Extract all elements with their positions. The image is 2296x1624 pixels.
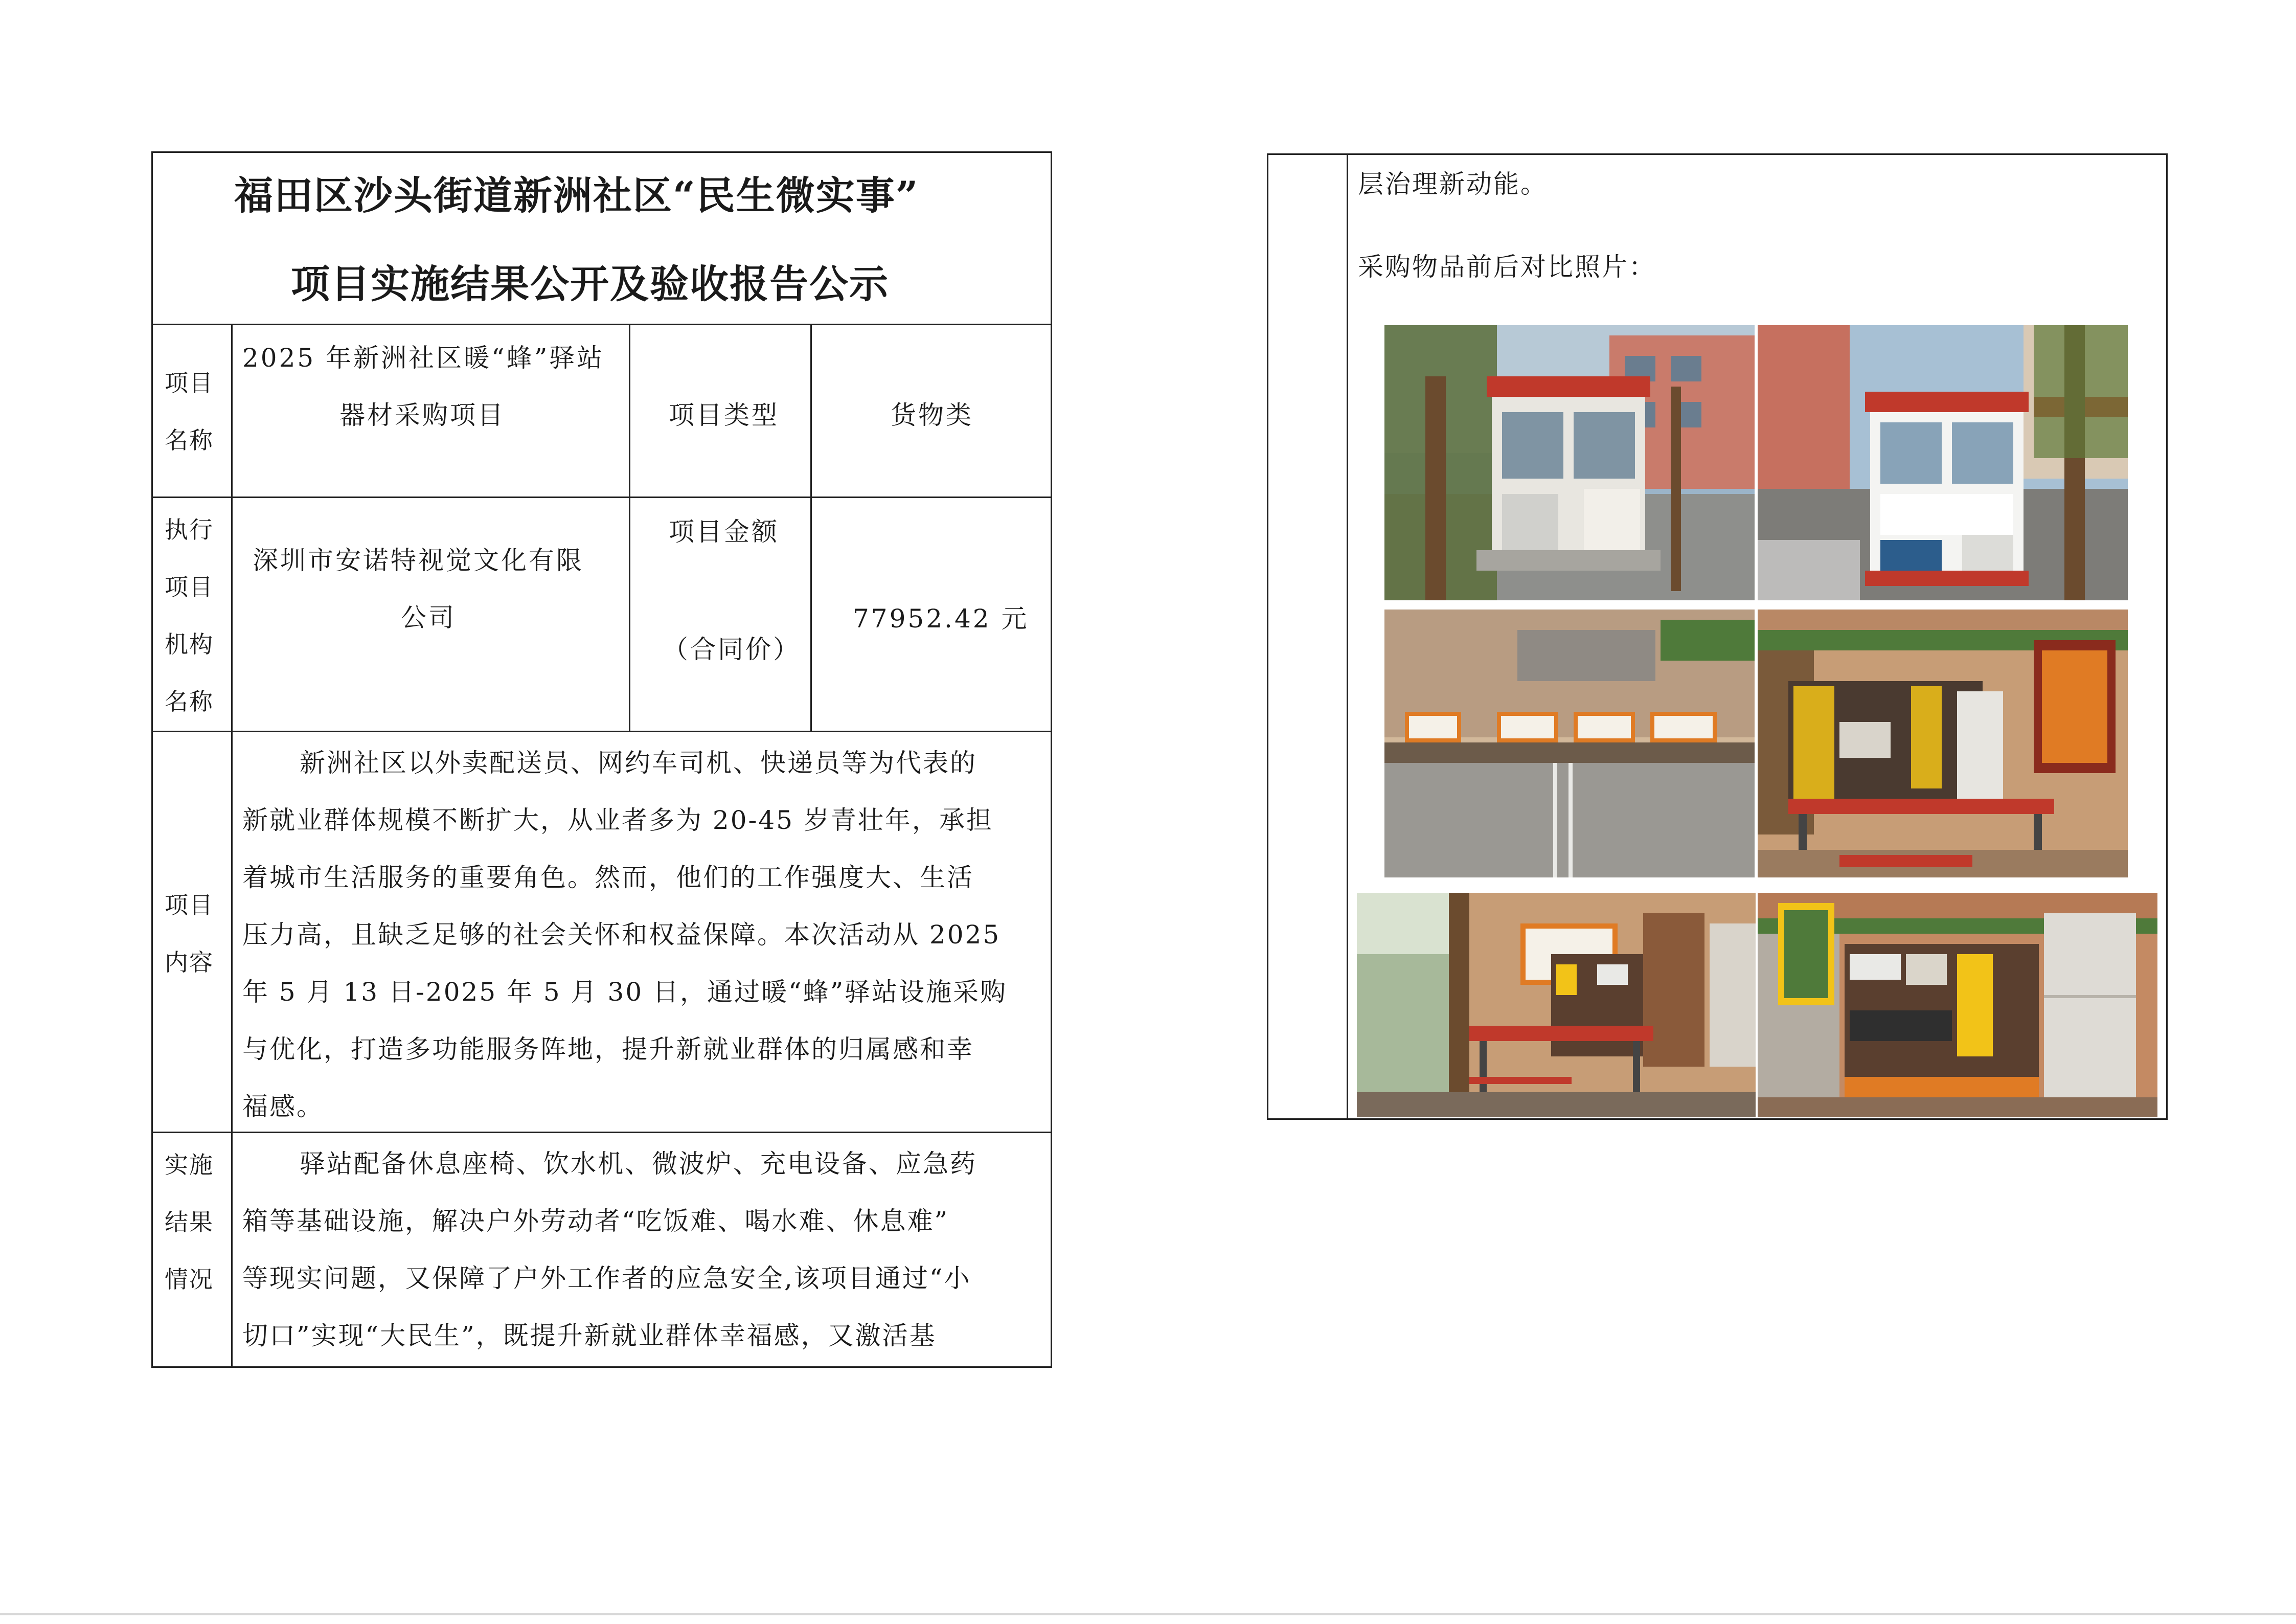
photo-wall-before [1384, 610, 1755, 877]
label-project-type: 项目类型 [669, 400, 779, 430]
photo-station-right [1758, 893, 2157, 1117]
document-title-line2: 项目实施结果公开及验收报告公示 [291, 261, 889, 307]
amount-note: （合同价） [663, 635, 801, 664]
scan-edge-line [0, 1613, 2296, 1615]
project-content-text: 新洲社区以外卖配送员、网约车司机、快递员等为代表的 新就业群体规模不断扩大，从业者多为 20-45 岁青壮年，承担 着城市生活服务的重要角色。然而，他们的工作强度大、生活 压力高，且缺乏足够的社会关怀和权益保障。本次活动从 2025 年 5 月 13 日-2025 年 5 月 30 日，通过暖“蜂”驿站设施采购 与优化，打造多功能服务阵地，提升新就业群体的归属感和幸 福感。 [242, 748, 1008, 1121]
executing-org-value-line2: 公司 [401, 603, 456, 633]
label-project-name: 项目 名称 [165, 369, 214, 454]
project-type-value: 货物类 [891, 400, 973, 430]
label-project-amount: 项目金额 [669, 517, 779, 547]
label-implementation-result: 实施 结果 情况 [165, 1151, 214, 1293]
project-amount-value: 77952.42 元 [853, 604, 1029, 634]
photos-caption: 采购物品前后对比照片： [1358, 252, 1656, 282]
photo-wall-after [1758, 610, 2128, 877]
executing-org-value-line1: 深圳市安诺特视觉文化有限 [253, 546, 584, 575]
label-project-content: 项目 内容 [165, 891, 214, 976]
photo-station-left [1357, 893, 1756, 1117]
implementation-result-text: 驿站配备休息座椅、饮水机、微波炉、充电设备、应急药 箱等基础设施，解决户外劳动者“吃饭难、喝水难、休息难” 等现实问题，又保障了户外工作者的应急安全,该项目通过“小 切口”实现“大民生”，既提升新就业群体幸福感，又激活基 [242, 1149, 977, 1350]
project-name-value-line2: 器材采购项目 [339, 400, 505, 430]
photo-booth-before [1384, 325, 1755, 600]
document-title-line1: 福田区沙头街道新洲社区“民生微实事” [234, 173, 919, 218]
continued-text: 层治理新动能。 [1358, 169, 1548, 199]
photo-booth-after [1758, 325, 2128, 600]
project-name-value-line1: 2025 年新洲社区暖“蜂”驿站 [242, 343, 605, 373]
label-executing-org: 执行 项目 机构 名称 [165, 516, 214, 715]
